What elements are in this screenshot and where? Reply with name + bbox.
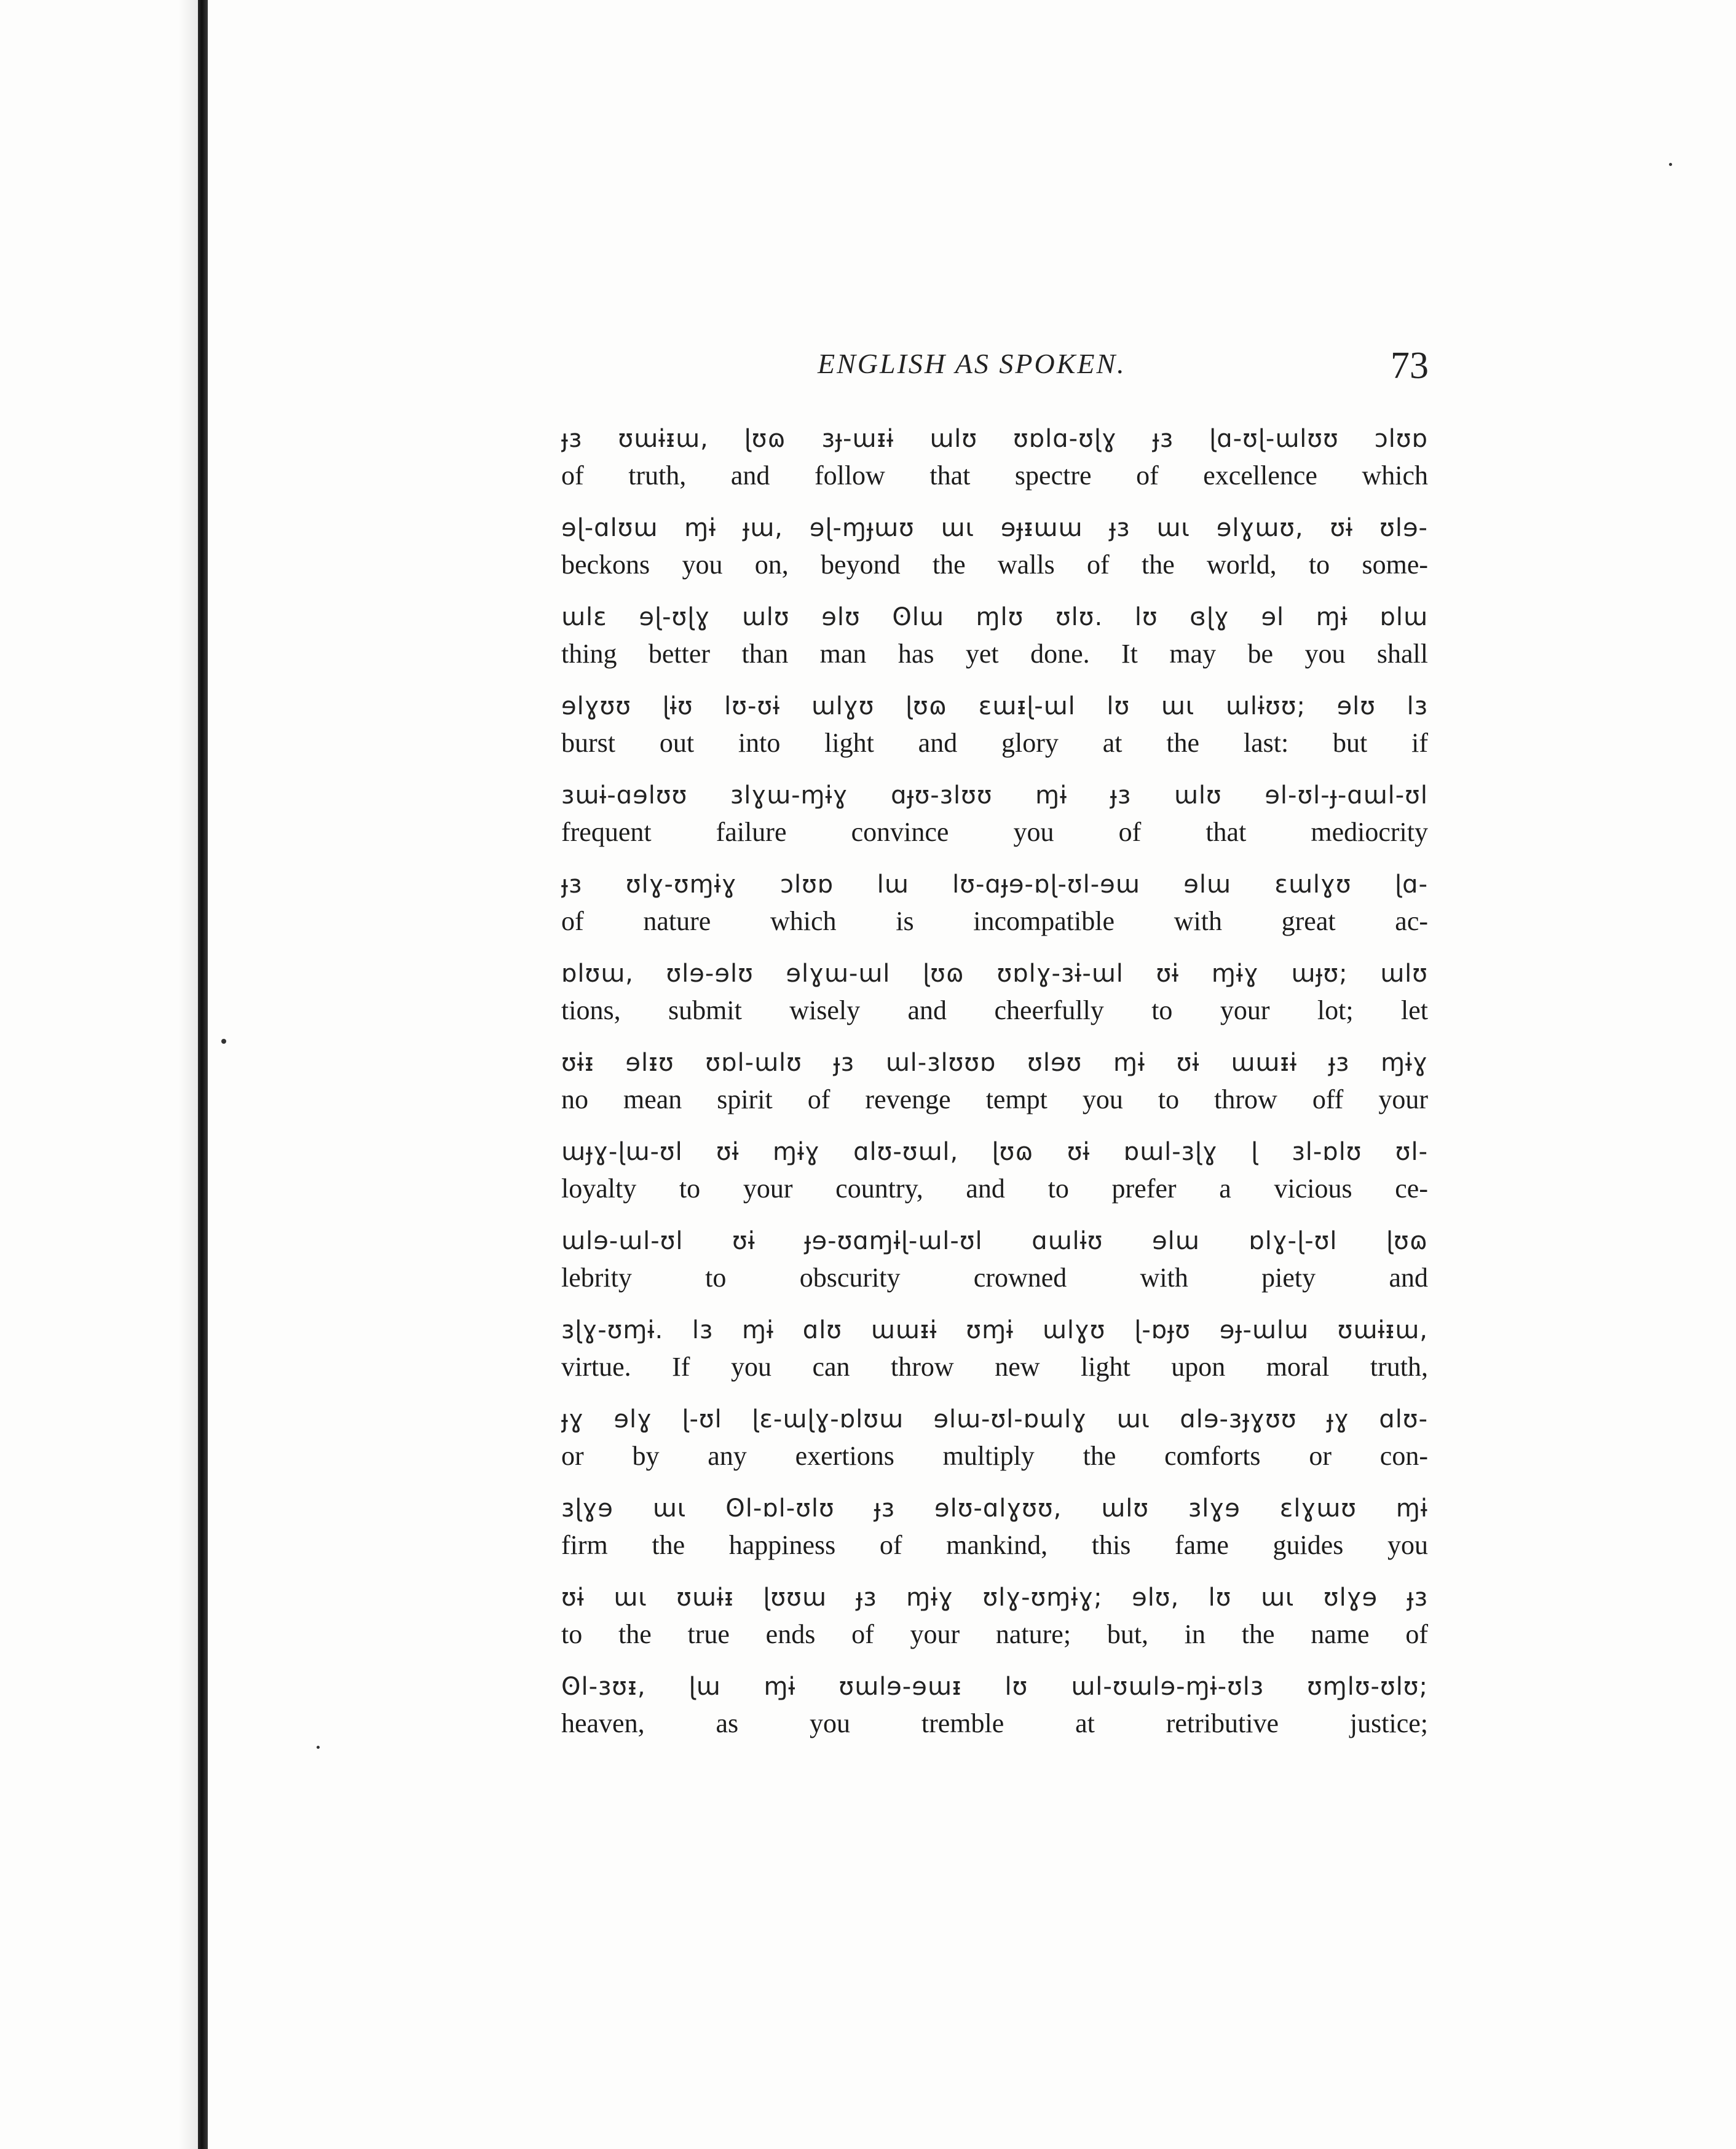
phonetic-line: ɟɜ ʊɯɨᵻɯ, ɭʊɷ ɜɟ-ɯᵻɨ ɯlʊ ʊɒlɑ-ʊɭɣ ɟɜ ɭɑ-ʊɭ-ɯlʊʊ ɔlʊɒ bbox=[561, 425, 1428, 453]
phonetic-line: ɟɣ ɘlɣ ɭ-ʊl ɭɛ-ɯɭɣ-ɒlʊɯ ɘlɯ-ʊl-ɒɯlɣ ɯɩ ɑlɘ-ɜɟɣʊʊ ɟɣ ɑlʊ- bbox=[561, 1405, 1428, 1433]
english-line: tions, submit wisely and cheerfully to your lot; let bbox=[561, 995, 1428, 1025]
phonetic-line: ɯɟɣ-ɭɯ-ʊl ʊɨ ɱɨɣ ɑlʊ-ʊɯl, ɭʊɷ ʊɨ ɒɯl-ɜɭɣ ɭ ɜl-ɒlʊ ʊl- bbox=[561, 1138, 1428, 1166]
line-pair-12 bbox=[561, 1403, 1428, 1492]
phonetic-line: ɘlɣʊʊ ɭɨʊ lʊ-ʊɨ ɯlɣʊ ɭʊɷ ɛɯᵻɭ-ɯl lʊ ɯɩ ɯlɨʊʊ; ɘlʊ lɜ bbox=[561, 692, 1428, 720]
text-block bbox=[561, 423, 1428, 1760]
phonetic-line: ɜɭɣ-ʊɱɨ. lɜ ɱɨ ɑlʊ ɯɯᵻɨ ʊɱɨ ɯlɣʊ ɭ-ɒɟʊ ɘɟ-ɯlɯ ʊɯɨᵻɯ, bbox=[561, 1316, 1428, 1344]
scan-speck bbox=[221, 1039, 226, 1044]
page-number: 73 bbox=[1391, 345, 1429, 387]
scan-speck bbox=[317, 1746, 320, 1749]
english-line: heaven, as you tremble at retributive justice; bbox=[561, 1708, 1428, 1738]
english-line: lebrity to obscurity crowned with piety and bbox=[561, 1263, 1428, 1293]
line-pair-13 bbox=[561, 1492, 1428, 1582]
english-line: to the true ends of your nature; but, in the name of bbox=[561, 1619, 1428, 1649]
english-line: or by any exertions multiply the comforts or con- bbox=[561, 1441, 1428, 1471]
english-line: thing better than man has yet done. It may be you shall bbox=[561, 639, 1428, 669]
line-pair-8 bbox=[561, 1047, 1428, 1136]
phonetic-line: ʊɨ ɯɩ ʊɯɨᵻ ɭʊʊɯ ɟɜ ɱɨɣ ʊlɣ-ʊɱɨɣ; ɘlʊ, lʊ ɯɩ ʊlɣɘ ɟɜ bbox=[561, 1583, 1428, 1612]
english-line: loyalty to your country, and to prefer a vicious ce- bbox=[561, 1173, 1428, 1204]
phonetic-line: ɒlʊɯ, ʊlɘ-ɘlʊ ɘlɣɯ-ɯl ɭʊɷ ʊɒlɣ-ɜɨ-ɯl ʊɨ ɱɨɣ ɯɟʊ; ɯlʊ bbox=[561, 960, 1428, 988]
binding-edge bbox=[198, 0, 208, 2149]
english-line: beckons you on, beyond the walls of the world, to some- bbox=[561, 550, 1428, 580]
line-pair-15 bbox=[561, 1671, 1428, 1760]
english-line: no mean spirit of revenge tempt you to throw off your bbox=[561, 1084, 1428, 1114]
line-pair-3 bbox=[561, 601, 1428, 690]
english-line: of nature which is incompatible with great ac- bbox=[561, 906, 1428, 936]
line-pair-14 bbox=[561, 1582, 1428, 1671]
phonetic-line: ɯlɘ-ɯl-ʊl ʊɨ ɟɘ-ʊɑɱɨɭ-ɯl-ʊl ɑɯlɨʊ ɘlɯ ɒlɣ-ɭ-ʊl ɭʊɷ bbox=[561, 1227, 1428, 1255]
line-pair-11 bbox=[561, 1314, 1428, 1403]
phonetic-line: ɜɯɨ-ɑɘlʊʊ ɜlɣɯ-ɱɨɣ ɑɟʊ-ɜlʊʊ ɱɨ ɟɜ ɯlʊ ɘl-ʊl-ɟ-ɑɯl-ʊl bbox=[561, 781, 1428, 810]
running-head: ENGLISH AS SPOKEN. bbox=[818, 348, 1126, 379]
scan-speck bbox=[1669, 163, 1672, 166]
english-line: virtue. If you can throw new light upon moral truth, bbox=[561, 1352, 1428, 1382]
line-pair-10 bbox=[561, 1225, 1428, 1314]
english-line: of truth, and follow that spectre of excellence which bbox=[561, 460, 1428, 491]
line-pair-7 bbox=[561, 958, 1428, 1047]
phonetic-line: ɘɭ-ɑlʊɯ ɱɨ ɟɯ, ɘɭ-ɱɟɯʊ ɯɩ ɘɟᵻɯɯ ɟɜ ɯɩ ɘlɣɯʊ, ʊɨ ʊlɘ- bbox=[561, 514, 1428, 542]
phonetic-line: ʘl-ɜʊᵻ, ɭɯ ɱɨ ʊɯlɘ-ɘɯᵻ lʊ ɯl-ʊɯlɘ-ɱɨ-ʊlɜ ʊɱlʊ-ʊlʊ; bbox=[561, 1673, 1428, 1701]
phonetic-line: ɟɜ ʊlɣ-ʊɱɨɣ ɔlʊɒ lɯ lʊ-ɑɟɘ-ɒɭ-ʊl-ɘɯ ɘlɯ ɛɯlɣʊ ɭɑ- bbox=[561, 870, 1428, 899]
line-pair-2 bbox=[561, 512, 1428, 601]
binding-shadow bbox=[178, 0, 198, 2149]
english-line: firm the happiness of mankind, this fame guides you bbox=[561, 1530, 1428, 1560]
phonetic-line: ɯlɛ ɘɭ-ʊɭɣ ɯlʊ ɘlʊ ʘlɯ ɱlʊ ʊlʊ. lʊ ɞɭɣ ɘl ɱɨ ɒlɯ bbox=[561, 603, 1428, 631]
phonetic-line: ɜɭɣɘ ɯɩ ʘl-ɒl-ʊlʊ ɟɜ ɘlʊ-ɑlɣʊʊ, ɯlʊ ɜlɣɘ ɛlɣɯʊ ɱɨ bbox=[561, 1494, 1428, 1523]
line-pair-6 bbox=[561, 869, 1428, 958]
line-pair-9 bbox=[561, 1136, 1428, 1225]
line-pair-4 bbox=[561, 690, 1428, 779]
english-line: burst out into light and glory at the last: but if bbox=[561, 728, 1428, 758]
line-pair-5 bbox=[561, 779, 1428, 869]
phonetic-line: ʊɨᵻ ɘlᵻʊ ʊɒl-ɯlʊ ɟɜ ɯl-ɜlʊʊɒ ʊlɘʊ ɱɨ ʊɨ ɯɯᵻɨ ɟɜ ɱɨɣ bbox=[561, 1049, 1428, 1077]
english-line: frequent failure convince you of that mediocrity bbox=[561, 817, 1428, 847]
line-pair-1 bbox=[561, 423, 1428, 512]
